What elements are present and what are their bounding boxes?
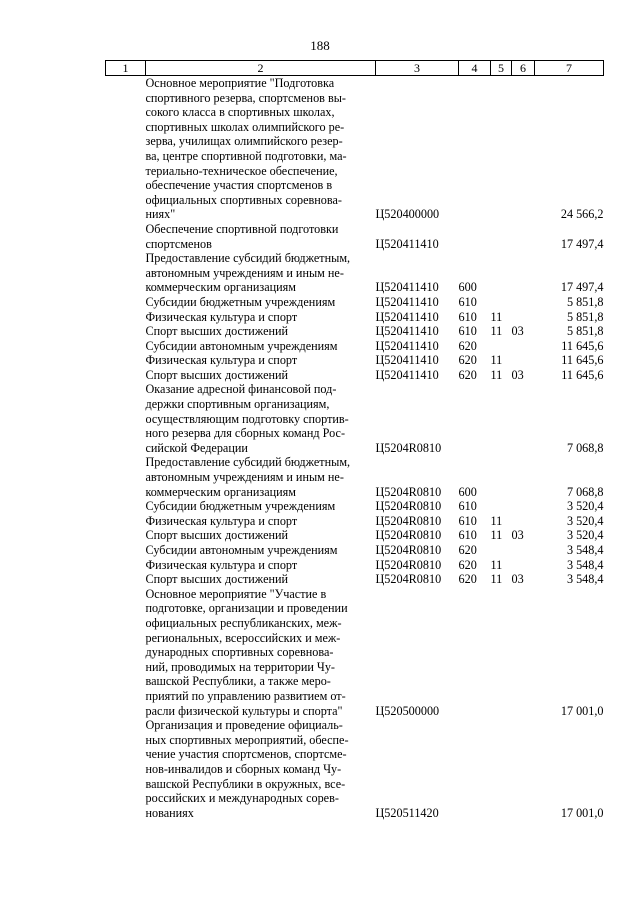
section-code: 11 xyxy=(490,528,503,543)
target-article-code: Ц5204R0810 xyxy=(375,528,442,543)
item-name-cell xyxy=(146,558,376,573)
item-name-line: Предоставление субсидий бюджетным, xyxy=(145,251,351,266)
row-number-cell xyxy=(106,572,146,587)
subsection-code xyxy=(512,222,535,251)
target-article-code: Ц520411410 xyxy=(375,338,439,353)
section-code xyxy=(491,76,512,222)
amount: 11 645,6 xyxy=(561,338,604,353)
subsection-code: 03 xyxy=(511,367,524,382)
subsection-code xyxy=(512,718,535,820)
expense-type-code: 610 xyxy=(458,309,477,324)
amount: 17 497,4 xyxy=(560,236,604,251)
item-name-line: Спорт высших достижений xyxy=(145,324,289,339)
item-name-line: официальных республиканских, меж- xyxy=(145,615,342,630)
section-code xyxy=(491,222,512,251)
expense-type-code: 620 xyxy=(458,338,477,353)
section-code xyxy=(491,587,512,718)
expense-type-code xyxy=(459,76,491,222)
section-code xyxy=(491,295,512,310)
item-name-line: подготовке, организации и проведении xyxy=(145,601,348,616)
item-name-line: дународных спортивных соревнова- xyxy=(145,645,334,660)
table-row xyxy=(106,339,604,354)
row-number-cell xyxy=(106,587,146,718)
item-name-line: Спорт высших достижений xyxy=(145,528,289,543)
expense-type-code: 620 xyxy=(458,557,477,572)
item-name-line: официальных спортивных соревнова- xyxy=(145,192,342,207)
item-name-line: держки спортивным организациям, xyxy=(145,397,330,412)
item-name-line: Субсидии бюджетным учреждениям xyxy=(145,294,336,309)
row-number-cell xyxy=(106,499,146,514)
subsection-code xyxy=(512,543,535,558)
item-name-line: осуществляющим подготовку спортив- xyxy=(145,411,349,426)
row-number-cell xyxy=(106,353,146,368)
section-code xyxy=(491,382,512,455)
section-code xyxy=(491,718,512,820)
expense-type-code: 620 xyxy=(458,367,477,382)
table-row xyxy=(106,543,604,558)
item-name-line: ных спортивных мероприятий, обеспе- xyxy=(145,732,349,747)
expense-type-code: 600 xyxy=(458,484,477,499)
item-name-line: ва, центре спортивной подготовки, ма- xyxy=(145,148,347,163)
amount: 11 645,6 xyxy=(561,367,604,382)
row-number-cell xyxy=(106,251,146,295)
item-name-line: Спорт высших достижений xyxy=(145,367,289,382)
item-name-line: Спорт высших достижений xyxy=(145,572,289,587)
subsection-code: 03 xyxy=(511,324,524,339)
target-article-code: Ц520411410 xyxy=(375,280,439,295)
target-article-code: Ц5204R0810 xyxy=(375,513,442,528)
expense-type-code: 600 xyxy=(458,280,477,295)
row-number-cell xyxy=(106,76,146,222)
target-article-code: Ц520511420 xyxy=(375,805,439,820)
item-name-line: региональных, всероссийских и меж- xyxy=(145,630,341,645)
amount: 5 851,8 xyxy=(566,294,604,309)
item-name-line: Физическая культура и спорт xyxy=(145,513,298,528)
item-name-line: спортсменов xyxy=(145,236,212,251)
item-name-cell xyxy=(146,514,376,529)
row-number-cell xyxy=(106,368,146,383)
expense-type-code: 610 xyxy=(458,513,477,528)
column-number-row xyxy=(106,61,604,76)
budget-table xyxy=(105,60,604,820)
row-number-cell xyxy=(106,339,146,354)
amount: 17 497,4 xyxy=(560,280,604,295)
item-name-cell xyxy=(146,339,376,354)
target-article-code: Ц520411410 xyxy=(375,294,439,309)
item-name-cell xyxy=(146,499,376,514)
section-code: 11 xyxy=(490,309,503,324)
item-name-line: сийской Федерации xyxy=(145,440,248,455)
target-article-code: Ц520411410 xyxy=(375,353,439,368)
item-name-line: Субсидии бюджетным учреждениям xyxy=(145,499,336,514)
amount: 24 566,2 xyxy=(560,207,604,222)
item-name-line: Обеспечение спортивной подготовки xyxy=(145,221,339,236)
table-row xyxy=(106,718,604,820)
item-name-cell xyxy=(146,528,376,543)
expense-type-code: 620 xyxy=(458,572,477,587)
target-article-code: Ц5204R0810 xyxy=(375,440,442,455)
subsection-code: 03 xyxy=(511,572,524,587)
target-article-code: Ц520411410 xyxy=(375,309,439,324)
target-article-code: Ц5204R0810 xyxy=(375,557,442,572)
row-number-cell xyxy=(106,324,146,339)
column-header: 7 xyxy=(535,61,604,76)
subsection-code xyxy=(512,499,535,514)
section-code: 11 xyxy=(490,513,503,528)
expense-type-code xyxy=(459,718,491,820)
item-name-line: ний, проводимых на территории Чу- xyxy=(145,659,335,674)
row-number-cell xyxy=(106,558,146,573)
column-header: 2 xyxy=(146,61,376,76)
expense-type-code xyxy=(459,222,491,251)
subsection-code xyxy=(512,295,535,310)
target-article-code: Ц5204R0810 xyxy=(375,499,442,514)
target-article-code: Ц520411410 xyxy=(375,236,439,251)
item-name-line: Основное мероприятие "Подготовка xyxy=(145,76,335,90)
item-name-line: нов-инвалидов и сборных команд Чу- xyxy=(145,761,342,776)
section-code: 11 xyxy=(490,353,503,368)
subsection-code xyxy=(512,558,535,573)
amount: 17 001,0 xyxy=(560,703,604,718)
item-name-line: спортивных школах олимпийского ре- xyxy=(145,119,345,134)
target-article-code: Ц520400000 xyxy=(375,207,440,222)
table-row xyxy=(106,295,604,310)
table-row xyxy=(106,499,604,514)
expense-type-code: 610 xyxy=(458,324,477,339)
table-row xyxy=(106,558,604,573)
table-row xyxy=(106,251,604,295)
table-row xyxy=(106,514,604,529)
item-name-line: Субсидии автономным учреждениям xyxy=(145,543,338,557)
target-article-code: Ц5204R0810 xyxy=(375,572,442,587)
target-article-code: Ц520411410 xyxy=(375,367,439,382)
item-name-cell xyxy=(146,353,376,368)
section-code xyxy=(491,251,512,295)
item-name-line: коммерческим организациям xyxy=(145,484,296,499)
item-name-line: териально-техническое обеспечение, xyxy=(145,163,338,178)
item-name-line: Оказание адресной финансовой под- xyxy=(145,382,337,397)
table-row xyxy=(106,368,604,383)
table-row xyxy=(106,528,604,543)
amount: 3 548,4 xyxy=(566,543,604,557)
target-article-code: Ц520411410 xyxy=(375,324,439,339)
section-code xyxy=(491,499,512,514)
amount: 3 520,4 xyxy=(566,499,604,514)
amount: 5 851,8 xyxy=(566,324,604,339)
item-name-cell xyxy=(146,251,376,295)
subsection-code xyxy=(512,339,535,354)
item-name-line: спортивного резерва, спортсменов вы- xyxy=(145,90,346,105)
item-name-line: вашской Республики в окружных, все- xyxy=(145,776,346,791)
item-name-cell xyxy=(146,572,376,587)
amount: 7 068,8 xyxy=(566,484,604,499)
amount: 3 520,4 xyxy=(566,513,604,528)
row-number-cell xyxy=(106,528,146,543)
item-name-line: ного резерва для сборных команд Рос- xyxy=(145,426,346,441)
subsection-code xyxy=(512,76,535,222)
item-name-cell xyxy=(146,543,376,558)
item-name-line: автономным учреждениям и иным не- xyxy=(145,470,344,485)
table-row xyxy=(106,310,604,325)
table-row xyxy=(106,572,604,587)
item-name-line: Физическая культура и спорт xyxy=(145,557,298,572)
section-code xyxy=(491,543,512,558)
table-body xyxy=(106,76,604,821)
column-header: 4 xyxy=(459,61,491,76)
amount: 11 645,6 xyxy=(561,353,604,368)
item-name-line: Субсидии автономным учреждениям xyxy=(145,338,338,353)
expense-type-code xyxy=(459,587,491,718)
section-code: 11 xyxy=(490,557,503,572)
expense-type-code: 620 xyxy=(458,353,477,368)
item-name-cell xyxy=(146,718,376,820)
item-name-line: сокого класса в спортивных школах, xyxy=(145,105,335,120)
page-number: 188 xyxy=(310,38,330,53)
row-number-cell xyxy=(106,455,146,499)
section-code xyxy=(491,455,512,499)
row-number-cell xyxy=(106,543,146,558)
target-article-code: Ц5204R0810 xyxy=(375,484,442,499)
item-name-line: автономным учреждениям и иным не- xyxy=(145,265,344,280)
row-number-cell xyxy=(106,382,146,455)
row-number-cell xyxy=(106,310,146,325)
amount: 3 548,4 xyxy=(566,557,604,572)
expense-type-code: 610 xyxy=(458,294,477,309)
subsection-code: 03 xyxy=(511,528,524,543)
amount: 3 548,4 xyxy=(566,572,604,587)
subsection-code xyxy=(512,587,535,718)
amount: 17 001,0 xyxy=(560,805,604,820)
item-name-line: нованиях xyxy=(145,805,194,820)
item-name-line: вашской Республики, а также меро- xyxy=(145,674,331,689)
item-name-cell xyxy=(146,222,376,251)
section-code: 11 xyxy=(490,324,503,339)
subsection-code xyxy=(512,310,535,325)
amount: 7 068,8 xyxy=(566,440,604,455)
item-name-cell xyxy=(146,587,376,718)
column-header: 6 xyxy=(512,61,535,76)
item-name-cell xyxy=(146,455,376,499)
item-name-line: расли физической культуры и спорта" xyxy=(145,703,343,718)
section-code: 11 xyxy=(490,367,503,382)
column-header: 1 xyxy=(106,61,146,76)
row-number-cell xyxy=(106,718,146,820)
item-name-line: Организация и проведение официаль- xyxy=(145,718,343,733)
subsection-code xyxy=(512,455,535,499)
item-name-line: Физическая культура и спорт xyxy=(145,353,298,368)
expense-type-code: 620 xyxy=(458,543,477,557)
amount: 5 851,8 xyxy=(566,309,604,324)
row-number-cell xyxy=(106,222,146,251)
item-name-line: Физическая культура и спорт xyxy=(145,309,298,324)
item-name-line: Основное мероприятие "Участие в xyxy=(145,586,327,601)
expense-type-code xyxy=(459,382,491,455)
target-article-code: Ц520500000 xyxy=(375,703,440,718)
column-header: 5 xyxy=(491,61,512,76)
item-name-line: чение участия спортсменов, спортсме- xyxy=(145,747,347,762)
subsection-code xyxy=(512,353,535,368)
table-row xyxy=(106,324,604,339)
table-row xyxy=(106,76,604,222)
table-row xyxy=(106,222,604,251)
item-name-line: российских и международных сорев- xyxy=(145,791,339,806)
item-name-cell xyxy=(146,382,376,455)
item-name-line: зерва, училищах олимпийского резер- xyxy=(145,134,343,149)
amount: 3 520,4 xyxy=(566,528,604,543)
row-number-cell xyxy=(106,514,146,529)
item-name-cell xyxy=(146,295,376,310)
section-code: 11 xyxy=(490,572,503,587)
column-header: 3 xyxy=(376,61,459,76)
item-name-cell xyxy=(146,368,376,383)
expense-type-code: 610 xyxy=(458,499,477,514)
item-name-cell xyxy=(146,76,376,222)
subsection-code xyxy=(512,514,535,529)
section-code xyxy=(491,339,512,354)
item-name-line: коммерческим организациям xyxy=(145,280,296,295)
table-row xyxy=(106,455,604,499)
table-row xyxy=(106,587,604,718)
expense-type-code: 610 xyxy=(458,528,477,543)
item-name-line: ниях" xyxy=(145,207,176,222)
subsection-code xyxy=(512,382,535,455)
item-name-cell xyxy=(146,324,376,339)
row-number-cell xyxy=(106,295,146,310)
table-row xyxy=(106,382,604,455)
table-row xyxy=(106,353,604,368)
item-name-line: обеспечение участия спортсменов в xyxy=(145,178,333,193)
subsection-code xyxy=(512,251,535,295)
item-name-cell xyxy=(146,310,376,325)
item-name-line: Предоставление субсидий бюджетным, xyxy=(145,455,351,470)
item-name-line: приятий по управлению развитием от- xyxy=(145,688,346,703)
target-article-code: Ц5204R0810 xyxy=(375,543,442,557)
